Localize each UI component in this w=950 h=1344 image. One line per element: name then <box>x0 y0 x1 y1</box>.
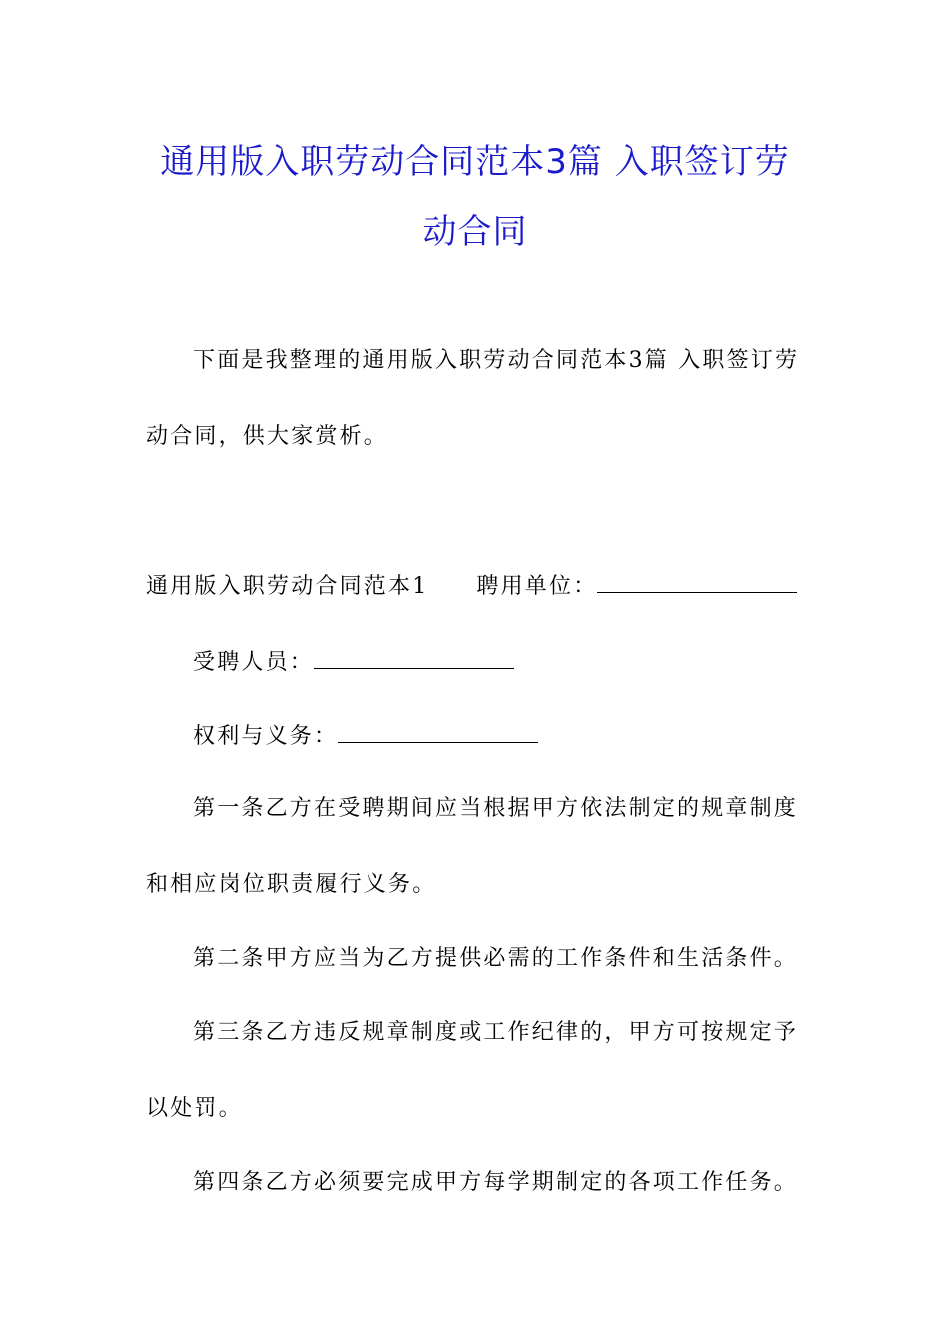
section-1-heading: 通用版入职劳动合同范本1 <box>146 574 429 599</box>
employer-label: 聘用单位： <box>476 574 598 599</box>
rights-blank-line <box>338 720 538 743</box>
employer-blank-line <box>597 570 797 593</box>
intro-paragraph-line-2: 动合同，供大家赏析。 <box>146 424 389 449</box>
employee-blank-line <box>314 646 514 669</box>
article-2: 第二条甲方应当为乙方提供必需的工作条件和生活条件。 <box>193 946 799 971</box>
document-title-line-2: 动合同 <box>422 212 528 252</box>
section-1-heading-row <box>146 570 797 602</box>
article-4: 第四条乙方必须要完成甲方每学期制定的各项工作任务。 <box>193 1170 799 1195</box>
document-title-line-1: 通用版入职劳动合同范本3篇 入职签订劳 <box>160 142 790 182</box>
article-3-line-1: 第三条乙方违反规章制度或工作纪律的，甲方可按规定予 <box>193 1020 799 1045</box>
article-1-line-1: 第一条乙方在受聘期间应当根据甲方依法制定的规章制度 <box>193 796 799 821</box>
employee-row <box>193 646 514 678</box>
rights-label: 权利与义务： <box>193 724 339 749</box>
rights-row <box>193 720 538 752</box>
employee-label: 受聘人员： <box>193 650 315 675</box>
article-1-line-2: 和相应岗位职责履行义务。 <box>146 872 437 897</box>
intro-paragraph-line-1: 下面是我整理的通用版入职劳动合同范本3篇 入职签订劳 <box>193 348 800 373</box>
article-3-line-2: 以处罚。 <box>146 1096 243 1121</box>
